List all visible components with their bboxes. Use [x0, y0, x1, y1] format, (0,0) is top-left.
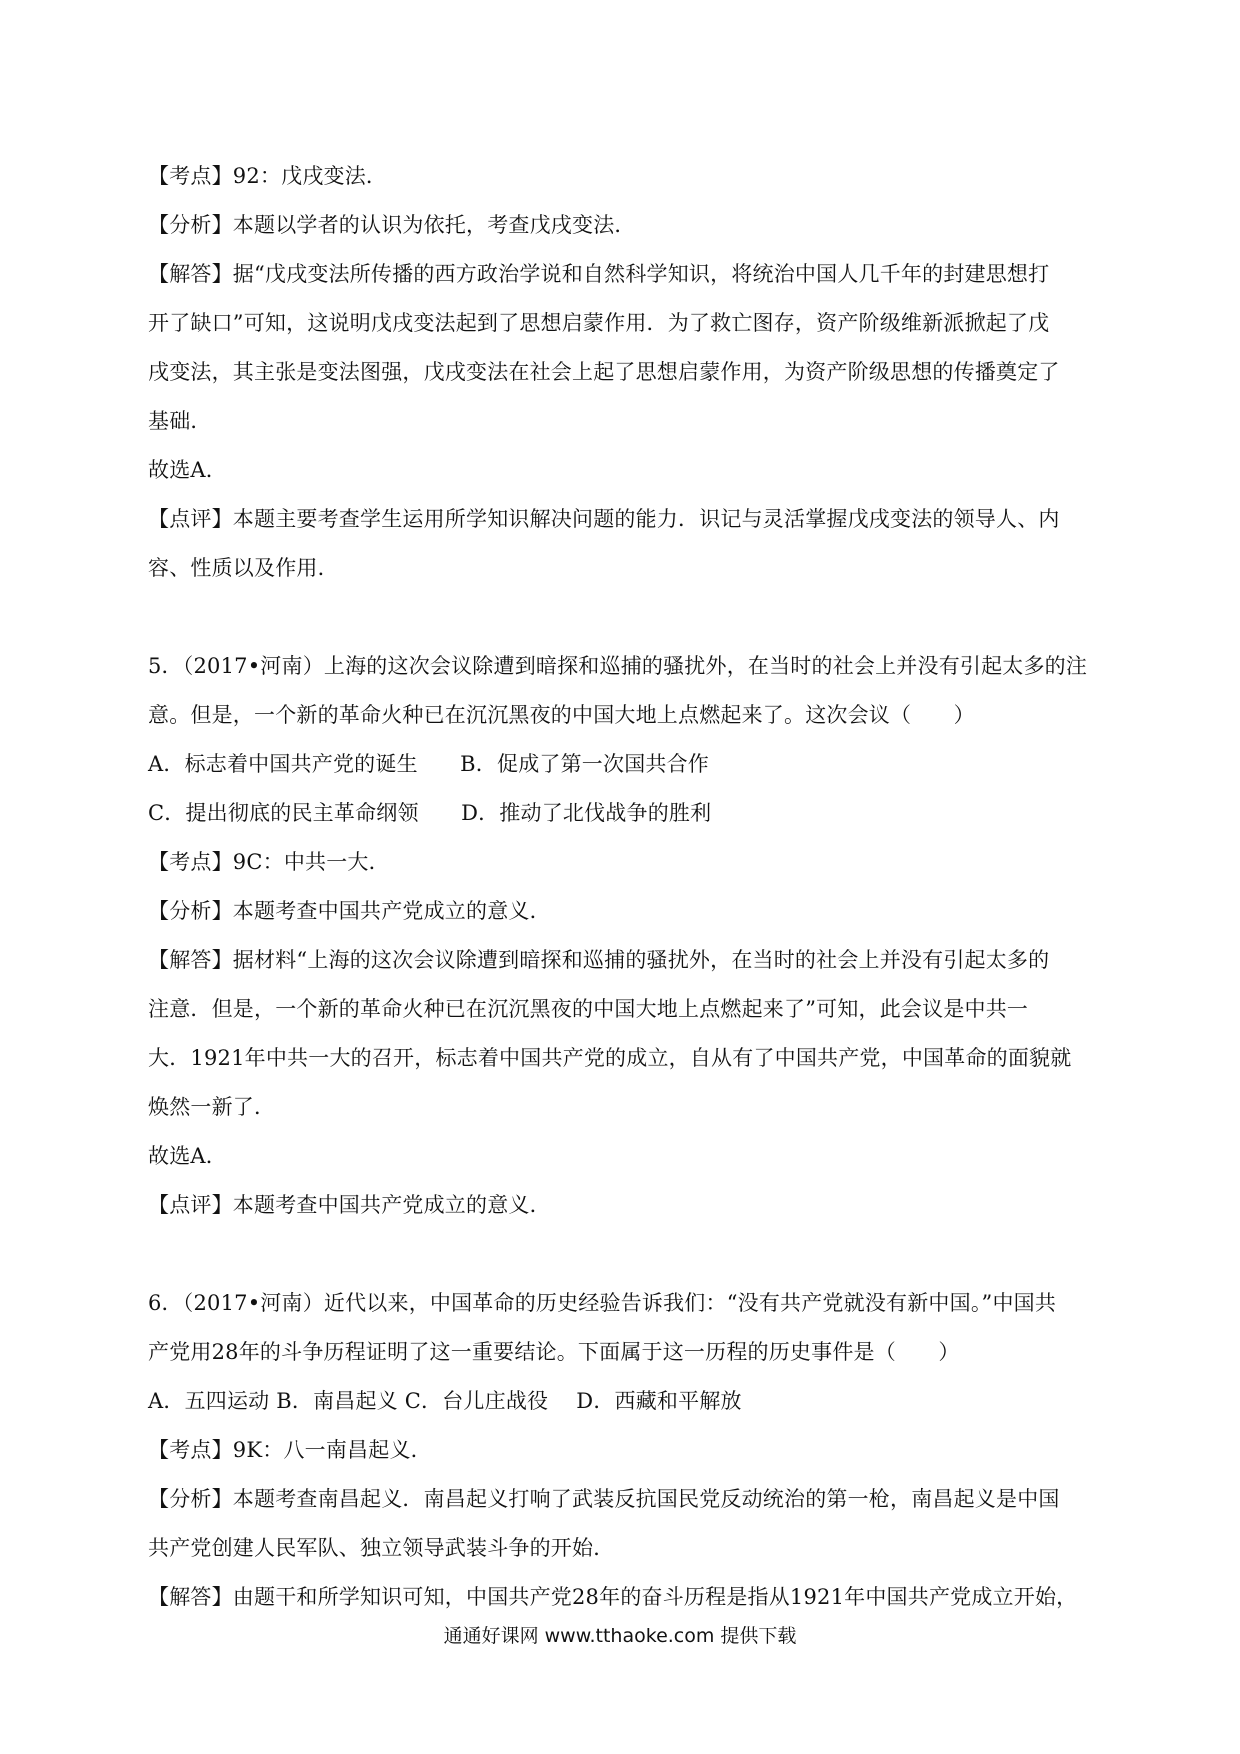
spacer	[148, 593, 1093, 642]
q4-kaodian: 【考点】92：戊戌变法．	[148, 164, 388, 188]
q5-stem-line-2: 意。但是，一个新的革命火种已在沉沉黑夜的中国大地上点燃起来了。这次会议（ ）	[148, 703, 975, 727]
q6-kaodian: 【考点】9K：八一南昌起义．	[148, 1438, 432, 1462]
q4-jieda-line-4: 基础．	[148, 409, 212, 433]
q6-stem-line-2: 产党用28年的斗争历程证明了这一重要结论。下面属于这一历程的历史事件是（ ）	[148, 1340, 960, 1364]
q6-jieda-line-1: 【解答】由题干和所学知识可知，中国共产党28年的奋斗历程是指从1921年中国共产党成立开始，	[148, 1585, 1078, 1609]
q4-dianping-line-1: 【点评】本题主要考查学生运用所学知识解决问题的能力．识记与灵活掌握戊戌变法的领导人、内	[148, 507, 1060, 531]
q4-fenxi: 【分析】本题以学者的认识为依托，考查戊戌变法．	[148, 213, 636, 237]
q5-jieda-line-3: 大．1921年中共一大的召开，标志着中国共产党的成立，自从有了中国共产党，中国革命的面貌就	[148, 1046, 1072, 1070]
q6-fenxi-line-1: 【分析】本题考查南昌起义．南昌起义打响了武装反抗国民党反动统治的第一枪，南昌起义是中国	[148, 1487, 1060, 1511]
q5-stem-line-1: 5．（2017•河南）上海的这次会议除遭到暗探和巡捕的骚扰外，在当时的社会上并没有引起太多的注	[148, 654, 1088, 678]
page-content	[148, 152, 1093, 1622]
q4-jieda-line-2: 开了缺口”可知，这说明戊戌变法起到了思想启蒙作用．为了救亡图存，资产阶级维新派掀起了戊	[148, 311, 1050, 335]
page-footer: 通通好课网 www.tthaoke.com 提供下载	[443, 1625, 797, 1647]
q4-answer: 故选A．	[148, 458, 227, 482]
spacer	[148, 1230, 1093, 1279]
q5-options-line-2: C．提出彻底的民主革命纲领 D．推动了北伐战争的胜利	[148, 801, 712, 825]
q4-jieda-line-1: 【解答】据“戊戌变法所传播的西方政治学说和自然科学知识，将统治中国人几千年的封建思想打	[148, 262, 1050, 286]
q5-jieda-line-4: 焕然一新了．	[148, 1095, 276, 1119]
q5-answer: 故选A．	[148, 1144, 227, 1168]
q5-fenxi: 【分析】本题考查中国共产党成立的意义．	[148, 899, 551, 923]
q6-stem-line-1: 6．（2017•河南）近代以来，中国革命的历史经验告诉我们：“没有共产党就没有新中国。”中国共	[148, 1291, 1057, 1315]
q4-jieda-line-3: 戌变法，其主张是变法图强，戊戌变法在社会上起了思想启蒙作用，为资产阶级思想的传播奠定了	[148, 360, 1060, 384]
q5-kaodian: 【考点】9C：中共一大．	[148, 850, 390, 874]
q6-options: A．五四运动 B．南昌起义 C．台儿庄战役 D．西藏和平解放	[148, 1389, 742, 1413]
q5-jieda-line-1: 【解答】据材料“上海的这次会议除遭到暗探和巡捕的骚扰外，在当时的社会上并没有引起太多的	[148, 948, 1050, 972]
q4-dianping-line-2: 容、性质以及作用．	[148, 556, 339, 580]
q5-dianping: 【点评】本题考查中国共产党成立的意义．	[148, 1193, 551, 1217]
q5-jieda-line-2: 注意．但是，一个新的革命火种已在沉沉黑夜的中国大地上点燃起来了”可知，此会议是中共一	[148, 997, 1029, 1021]
q6-fenxi-line-2: 共产党创建人民军队、独立领导武装斗争的开始．	[148, 1536, 615, 1560]
q5-options-line-1: A．标志着中国共产党的诞生 B．促成了第一次国共合作	[148, 752, 709, 776]
